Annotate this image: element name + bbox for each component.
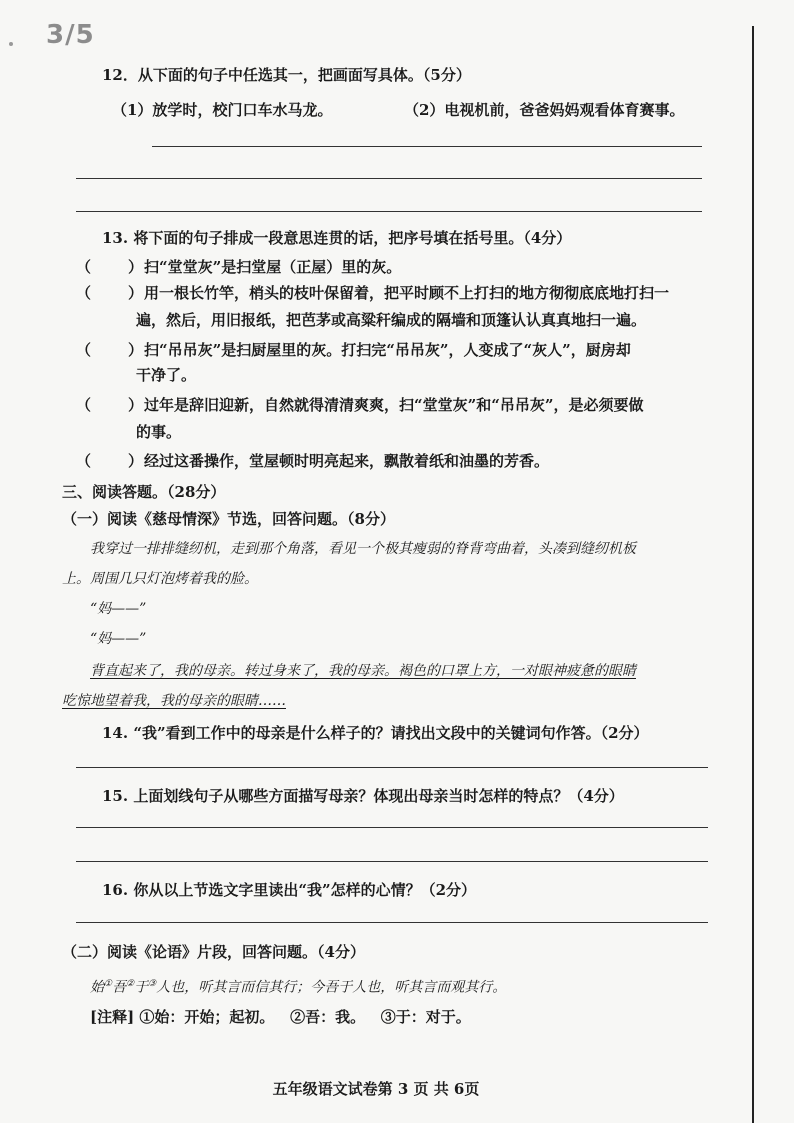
footnote-marker-2: ② [126,979,135,989]
order-blank-open[interactable]: （ [76,396,92,414]
passage-line-2: 上。周围几只灯泡烤着我的脸。 [62,571,258,587]
passage-call-1: “妈——” [90,601,147,617]
answer-line[interactable] [76,922,708,923]
q13-sentence-2: 用一根长竹竿，梢头的枝叶保留着，把平时顾不上打扫的地方彻彻底底地打扫一 [144,284,670,302]
scan-mark [9,42,13,46]
lunyu-text [90,975,506,997]
q13-sentence-3-cont: 干净了。 [136,366,197,384]
lunyu-char-1: 始 [90,979,104,996]
lunyu-notes: [注释] ①始：开始；起初。 ②吾：我。 ③于：对于。 [90,1008,471,1026]
q13-sentence-4: 过年是辞旧迎新，自然就得清清爽爽，扫“堂堂灰”和“吊吊灰”，是必须要做 [144,396,644,414]
lunyu-char-2: 吾 [112,979,127,996]
order-blank-close: ） [128,284,144,302]
passage-call-2: “妈——” [90,631,147,647]
lunyu-rest: 人也，听其言而信其行；今吾于人也，听其言而观其行。 [156,979,507,996]
answer-line[interactable] [76,178,702,179]
reading-2-title: （二）阅读《论语》片段，回答问题。（4分） [62,943,365,961]
q16-title: 16. 你从以上节选文字里读出“我”怎样的心情？（2分） [102,881,477,899]
reading-1-title: （一）阅读《慈母情深》节选，回答问题。（8分） [62,510,395,528]
q12-option-1: （1）放学时，校门口车水马龙。 [112,101,333,119]
footnote-marker-3: ③ [148,979,157,989]
order-blank-close: ） [128,341,144,359]
underlined-passage-2: 吃惊地望着我，我的母亲的眼睛…… [62,693,286,709]
q12-option-2: （2）电视机前，爸爸妈妈观看体育赛事。 [404,101,685,119]
footnote-marker-1: ① [104,979,113,989]
q15-title: 15. 上面划线句子从哪些方面描写母亲？体现出母亲当时怎样的特点？（4分） [102,787,624,805]
passage-line-1: 我穿过一排排缝纫机，走到那个角落，看见一个极其瘦弱的脊背弯曲着，头凑到缝纫机板 [90,541,636,557]
page-indicator: 3/5 [46,20,95,50]
order-blank-close: ） [128,452,144,470]
section-3-title: 三、阅读答题。（28分） [62,483,226,501]
answer-line[interactable] [76,827,708,828]
q13-sentence-1: 扫“堂堂灰”是扫堂屋（正屋）里的灰。 [144,258,402,276]
lunyu-char-3: 于 [134,979,149,996]
underlined-passage-1: 背直起来了，我的母亲。转过身来了，我的母亲。褐色的口罩上方，一对眼神疲惫的眼睛 [90,663,636,679]
order-blank-open[interactable]: （ [76,341,92,359]
answer-line[interactable] [152,146,702,147]
answer-line[interactable] [76,861,708,862]
q13-title: 13. 将下面的句子排成一段意思连贯的话，把序号填在括号里。（4分） [102,229,572,247]
page-footer: 五年级语文试卷第 3 页 共 6页 [272,1080,480,1098]
order-blank-open[interactable]: （ [76,258,92,276]
q13-sentence-2-cont: 遍，然后，用旧报纸，把芭茅或高粱秆编成的隔墙和顶篷认认真真地扫一遍。 [136,311,647,329]
order-blank-close: ） [128,396,144,414]
answer-line[interactable] [76,767,708,768]
q13-sentence-4-cont: 的事。 [136,423,182,441]
q14-title: 14. “我”看到工作中的母亲是什么样子的？请找出文段中的关键词句作答。（2分） [102,724,649,742]
order-blank-close: ） [128,258,144,276]
q13-sentence-5: 经过这番操作，堂屋顿时明亮起来，飘散着纸和油墨的芳香。 [144,452,550,470]
order-blank-open[interactable]: （ [76,452,92,470]
answer-line[interactable] [76,211,702,212]
order-blank-open[interactable]: （ [76,284,92,302]
q12-title: 12．从下面的句子中任选其一，把画面写具体。（5分） [102,66,471,84]
q13-sentence-3: 扫“吊吊灰”是扫厨屋里的灰。打扫完“吊吊灰”，人变成了“灰人”，厨房却 [144,341,631,359]
right-margin-border [752,26,754,1123]
